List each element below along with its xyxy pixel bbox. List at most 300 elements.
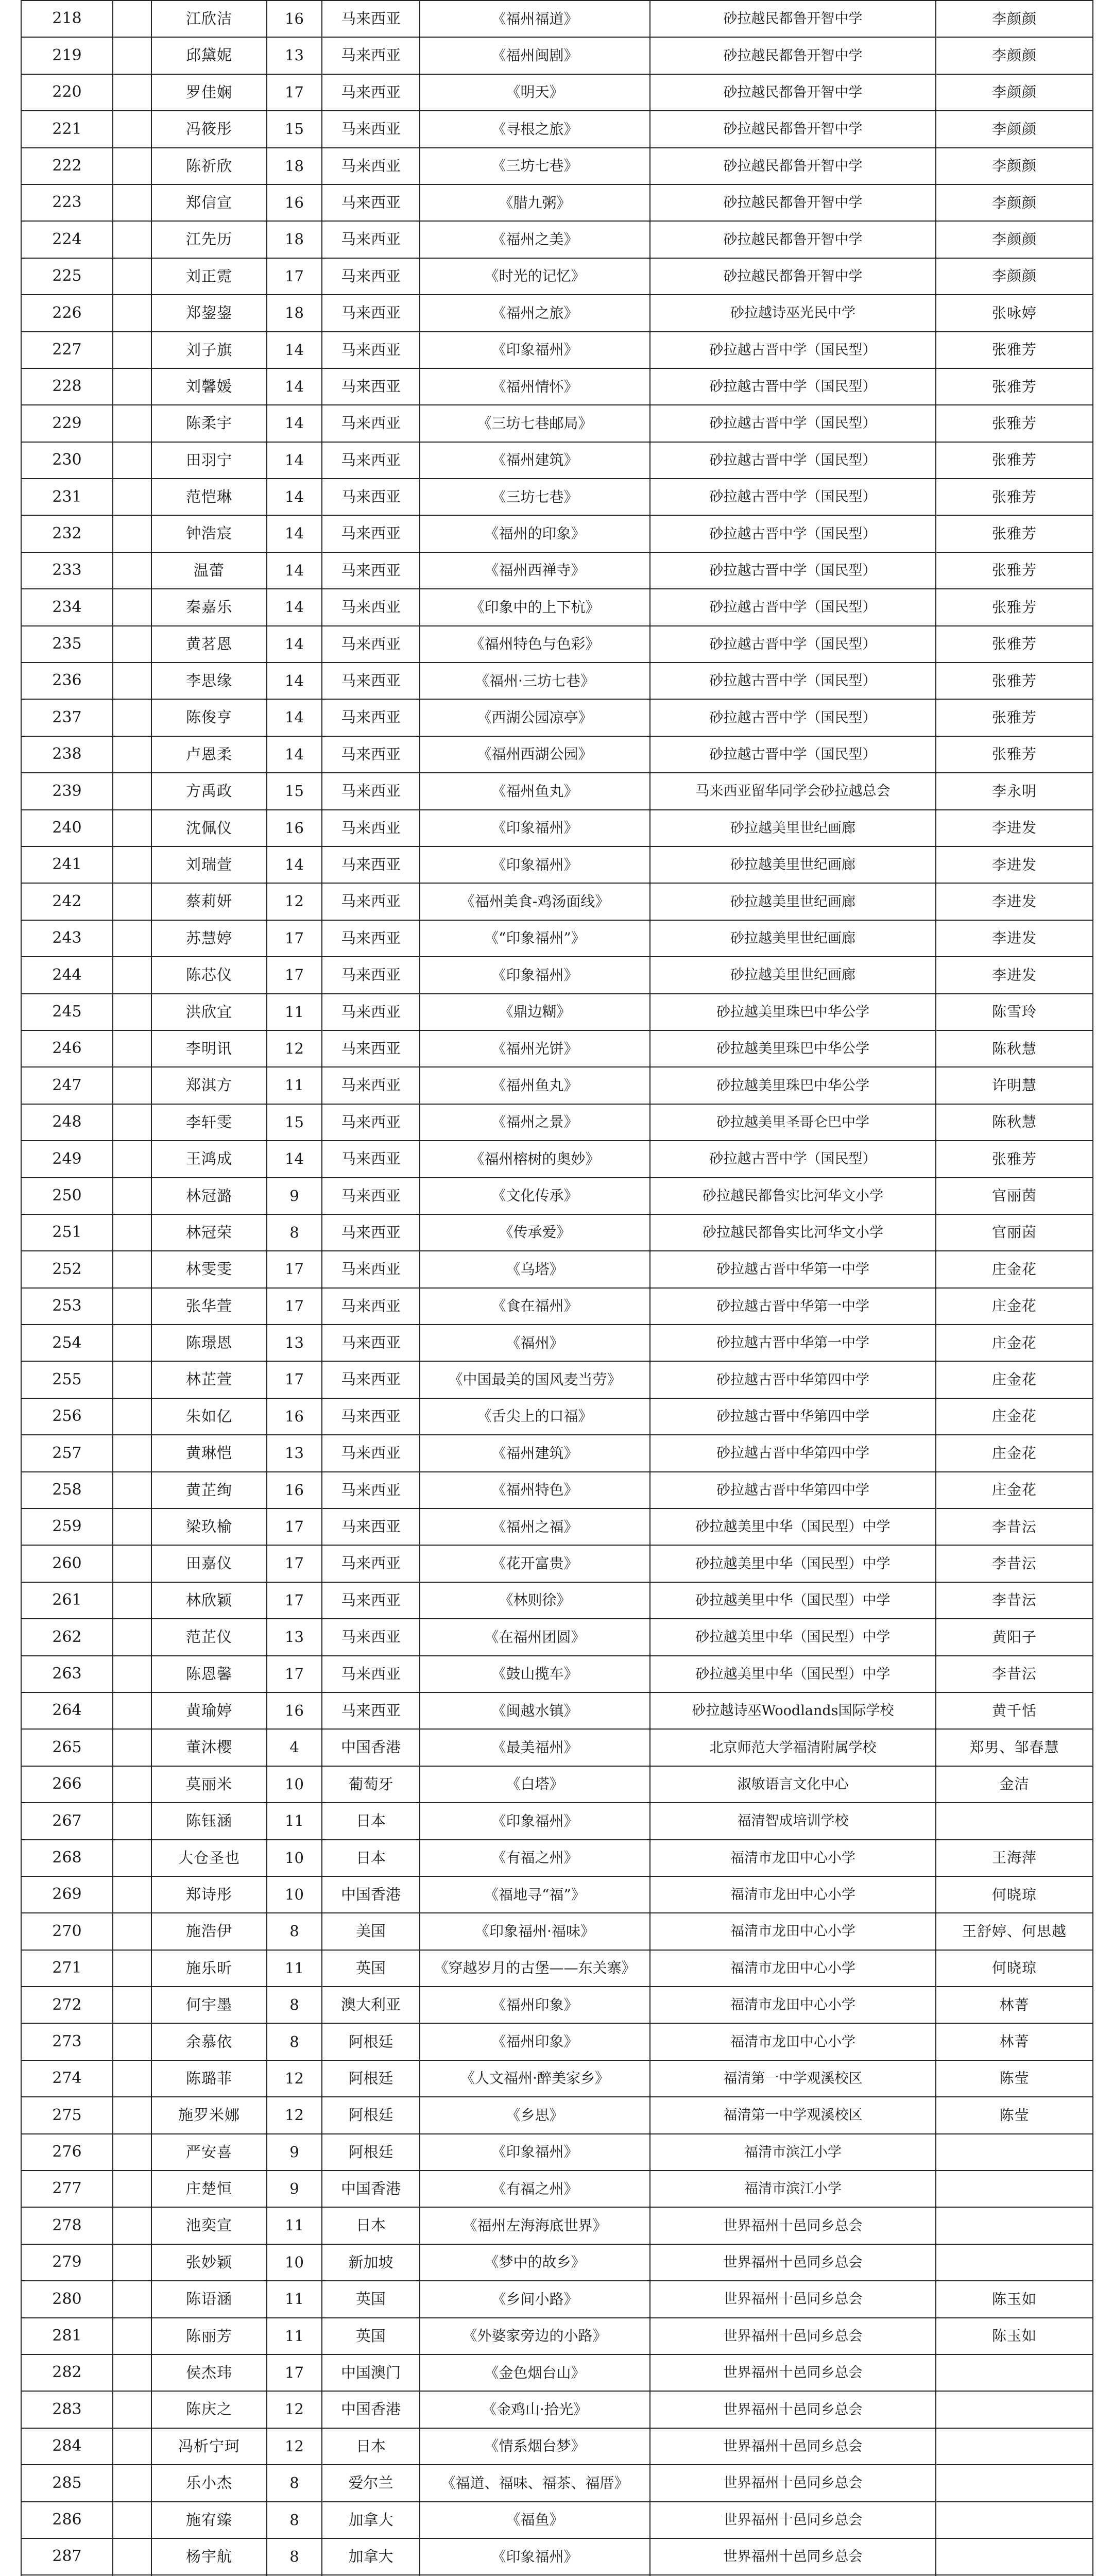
row-number-cell: 249 <box>21 1141 113 1177</box>
row-number-cell: 283 <box>21 2391 113 2428</box>
age-cell: 4 <box>267 1729 322 1766</box>
country-cell: 马来西亚 <box>322 1251 420 1287</box>
table-row <box>21 920 1093 957</box>
table-row <box>21 1030 1093 1067</box>
artwork-title-cell: 《寻根之旅》 <box>420 111 650 147</box>
row-number-cell: 269 <box>21 1876 113 1913</box>
name-cell: 刘馨媛 <box>151 368 267 405</box>
artwork-title-cell: 《梦中的故乡》 <box>420 2244 650 2281</box>
name-cell: 黄芷绚 <box>151 1472 267 1509</box>
country-cell: 马来西亚 <box>322 148 420 184</box>
blank-cell <box>113 2354 151 2391</box>
blank-cell <box>113 2538 151 2575</box>
row-number-cell: 224 <box>21 221 113 258</box>
row-number-cell: 241 <box>21 846 113 883</box>
country-cell: 马来西亚 <box>322 773 420 809</box>
country-cell: 中国香港 <box>322 1729 420 1766</box>
artwork-title-cell: 《有福之州》 <box>420 2171 650 2207</box>
school-cell: 砂拉越民都鲁开智中学 <box>650 148 936 184</box>
row-number-cell: 279 <box>21 2244 113 2281</box>
artwork-title-cell: 《福州榕树的奥妙》 <box>420 1141 650 1177</box>
country-cell: 马来西亚 <box>322 699 420 736</box>
blank-cell <box>113 2134 151 2171</box>
table-row <box>21 2097 1093 2133</box>
country-cell: 加拿大 <box>322 2502 420 2538</box>
school-cell: 砂拉越古晋中学（国民型） <box>650 442 936 479</box>
teacher-cell: 李昔沄 <box>936 1582 1093 1619</box>
name-cell: 田嘉仪 <box>151 1545 267 1582</box>
age-cell: 14 <box>267 552 322 589</box>
blank-cell <box>113 957 151 993</box>
age-cell: 9 <box>267 2171 322 2207</box>
country-cell: 日本 <box>322 1840 420 1876</box>
school-cell: 世界福州十邑同乡总会 <box>650 2538 936 2575</box>
country-cell: 马来西亚 <box>322 1361 420 1398</box>
school-cell: 世界福州十邑同乡总会 <box>650 2428 936 2465</box>
teacher-cell: 陈莹 <box>936 2097 1093 2133</box>
age-cell: 9 <box>267 2134 322 2171</box>
artwork-title-cell: 《福州》 <box>420 1325 650 1361</box>
blank-cell <box>113 332 151 368</box>
age-cell: 17 <box>267 920 322 957</box>
age-cell: 14 <box>267 368 322 405</box>
name-cell: 洪欣宜 <box>151 994 267 1030</box>
teacher-cell: 李颜颜 <box>936 1 1093 37</box>
country-cell: 马来西亚 <box>322 736 420 773</box>
age-cell: 17 <box>267 1545 322 1582</box>
teacher-cell: 李昔沄 <box>936 1509 1093 1545</box>
row-number-cell: 238 <box>21 736 113 773</box>
artwork-title-cell: 《三坊七巷邮局》 <box>420 405 650 442</box>
school-cell: 砂拉越美里世纪画廊 <box>650 846 936 883</box>
row-number-cell: 237 <box>21 699 113 736</box>
teacher-cell <box>936 2391 1093 2428</box>
country-cell: 马来西亚 <box>322 1288 420 1325</box>
artwork-title-cell: 《鼎边糊》 <box>420 994 650 1030</box>
age-cell: 18 <box>267 221 322 258</box>
artwork-title-cell: 《福州特色与色彩》 <box>420 626 650 663</box>
teacher-cell: 李昔沄 <box>936 1656 1093 1692</box>
artwork-title-cell: 《印象福州》 <box>420 1803 650 1839</box>
artwork-title-cell: 《时光的记忆》 <box>420 258 650 295</box>
age-cell: 10 <box>267 1766 322 1803</box>
artwork-title-cell: 《腊九粥》 <box>420 184 650 221</box>
table-row <box>21 1729 1093 1766</box>
school-cell: 砂拉越美里珠巴中华公学 <box>650 1067 936 1104</box>
teacher-cell: 李进发 <box>936 883 1093 920</box>
country-cell: 马来西亚 <box>322 1545 420 1582</box>
age-cell: 8 <box>267 1214 322 1251</box>
country-cell: 马来西亚 <box>322 1692 420 1729</box>
table-row <box>21 1214 1093 1251</box>
teacher-cell: 王海萍 <box>936 1840 1093 1876</box>
artwork-title-cell: 《三坊七巷》 <box>420 479 650 515</box>
table-row <box>21 2428 1093 2465</box>
age-cell: 17 <box>267 957 322 993</box>
country-cell: 马来西亚 <box>322 111 420 147</box>
school-cell: 世界福州十邑同乡总会 <box>650 2502 936 2538</box>
name-cell: 池奕宣 <box>151 2207 267 2244</box>
row-number-cell: 250 <box>21 1178 113 1214</box>
blank-cell <box>113 994 151 1030</box>
blank-cell <box>113 1030 151 1067</box>
blank-cell <box>113 1472 151 1509</box>
school-cell: 福清市龙田中心小学 <box>650 1950 936 1987</box>
country-cell: 日本 <box>322 2207 420 2244</box>
school-cell: 砂拉越古晋中学（国民型） <box>650 663 936 699</box>
row-number-cell: 246 <box>21 1030 113 1067</box>
name-cell: 郑鋆鋆 <box>151 295 267 331</box>
teacher-cell: 张雅芳 <box>936 405 1093 442</box>
age-cell: 12 <box>267 2391 322 2428</box>
school-cell: 砂拉越古晋中学（国民型） <box>650 552 936 589</box>
blank-cell <box>113 2428 151 2465</box>
teacher-cell: 庄金花 <box>936 1435 1093 1471</box>
teacher-cell <box>936 2538 1093 2575</box>
teacher-cell: 李进发 <box>936 920 1093 957</box>
artwork-title-cell: 《花开富贵》 <box>420 1545 650 1582</box>
age-cell: 11 <box>267 1803 322 1839</box>
row-number-cell: 228 <box>21 368 113 405</box>
row-number-cell: 218 <box>21 1 113 37</box>
name-cell: 侯杰玮 <box>151 2354 267 2391</box>
table-row <box>21 2207 1093 2244</box>
age-cell: 13 <box>267 37 322 74</box>
country-cell: 美国 <box>322 1913 420 1950</box>
school-cell: 世界福州十邑同乡总会 <box>650 2465 936 2501</box>
country-cell: 爱尔兰 <box>322 2465 420 2501</box>
teacher-cell: 庄金花 <box>936 1361 1093 1398</box>
blank-cell <box>113 2465 151 2501</box>
row-number-cell: 277 <box>21 2171 113 2207</box>
blank-cell <box>113 515 151 552</box>
row-number-cell: 266 <box>21 1766 113 1803</box>
teacher-cell: 李颜颜 <box>936 37 1093 74</box>
row-number-cell: 280 <box>21 2281 113 2317</box>
name-cell: 王鸿成 <box>151 1141 267 1177</box>
school-cell: 砂拉越古晋中学（国民型） <box>650 368 936 405</box>
table-row <box>21 2502 1093 2538</box>
blank-cell <box>113 846 151 883</box>
age-cell: 16 <box>267 1692 322 1729</box>
row-number-cell: 261 <box>21 1582 113 1619</box>
school-cell: 砂拉越美里世纪画廊 <box>650 957 936 993</box>
blank-cell <box>113 1729 151 1766</box>
name-cell: 严安喜 <box>151 2134 267 2171</box>
name-cell: 刘瑞萱 <box>151 846 267 883</box>
artwork-title-cell: 《印象福州》 <box>420 810 650 846</box>
teacher-cell: 张雅芳 <box>936 515 1093 552</box>
table-row <box>21 1104 1093 1141</box>
teacher-cell: 许明慧 <box>936 1067 1093 1104</box>
age-cell: 11 <box>267 2207 322 2244</box>
artwork-title-cell: 《福鱼》 <box>420 2502 650 2538</box>
name-cell: 钟浩宸 <box>151 515 267 552</box>
teacher-cell: 张雅芳 <box>936 552 1093 589</box>
table-row <box>21 2060 1093 2097</box>
row-number-cell: 234 <box>21 589 113 625</box>
blank-cell <box>113 1435 151 1471</box>
artwork-title-cell: 《印象福州》 <box>420 957 650 993</box>
row-number-cell: 260 <box>21 1545 113 1582</box>
blank-cell <box>113 2318 151 2354</box>
country-cell: 马来西亚 <box>322 1030 420 1067</box>
name-cell: 林欣颖 <box>151 1582 267 1619</box>
country-cell: 中国澳门 <box>322 2354 420 2391</box>
name-cell: 范芷仪 <box>151 1619 267 1655</box>
blank-cell <box>113 699 151 736</box>
table-row <box>21 1472 1093 1509</box>
table-row <box>21 1950 1093 1987</box>
artwork-title-cell: 《印象福州》 <box>420 2538 650 2575</box>
blank-cell <box>113 1325 151 1361</box>
school-cell: 砂拉越古晋中学（国民型） <box>650 699 936 736</box>
age-cell: 11 <box>267 994 322 1030</box>
table-row <box>21 258 1093 295</box>
country-cell: 马来西亚 <box>322 589 420 625</box>
table-row <box>21 1766 1093 1803</box>
school-cell: 世界福州十邑同乡总会 <box>650 2354 936 2391</box>
school-cell: 砂拉越诗巫光民中学 <box>650 295 936 331</box>
artwork-title-cell: 《印象福州》 <box>420 846 650 883</box>
artwork-title-cell: 《闽越水镇》 <box>420 1692 650 1729</box>
country-cell: 马来西亚 <box>322 994 420 1030</box>
row-number-cell: 236 <box>21 663 113 699</box>
name-cell: 张华萱 <box>151 1288 267 1325</box>
country-cell: 马来西亚 <box>322 1656 420 1692</box>
country-cell: 中国香港 <box>322 1876 420 1913</box>
row-number-cell: 258 <box>21 1472 113 1509</box>
school-cell: 砂拉越民都鲁开智中学 <box>650 184 936 221</box>
country-cell: 英国 <box>322 1950 420 1987</box>
school-cell: 砂拉越古晋中学（国民型） <box>650 332 936 368</box>
teacher-cell: 张雅芳 <box>936 368 1093 405</box>
age-cell: 12 <box>267 883 322 920</box>
blank-cell <box>113 2060 151 2097</box>
teacher-cell <box>936 2207 1093 2244</box>
award-table <box>21 0 1093 2576</box>
country-cell: 马来西亚 <box>322 552 420 589</box>
teacher-cell: 张雅芳 <box>936 626 1093 663</box>
artwork-title-cell: 《福州鱼丸》 <box>420 1067 650 1104</box>
name-cell: 冯析宁珂 <box>151 2428 267 2465</box>
age-cell: 16 <box>267 1398 322 1435</box>
blank-cell <box>113 221 151 258</box>
table-row <box>21 1509 1093 1545</box>
country-cell: 马来西亚 <box>322 1398 420 1435</box>
table-row <box>21 515 1093 552</box>
row-number-cell: 264 <box>21 1692 113 1729</box>
age-cell: 18 <box>267 148 322 184</box>
name-cell: 刘子旗 <box>151 332 267 368</box>
artwork-title-cell: 《福州特色》 <box>420 1472 650 1509</box>
name-cell: 黄瑜婷 <box>151 1692 267 1729</box>
teacher-cell <box>936 1803 1093 1839</box>
school-cell: 世界福州十邑同乡总会 <box>650 2244 936 2281</box>
name-cell: 莫丽米 <box>151 1766 267 1803</box>
blank-cell <box>113 773 151 809</box>
name-cell: 郑淇方 <box>151 1067 267 1104</box>
blank-cell <box>113 1987 151 2023</box>
age-cell: 14 <box>267 479 322 515</box>
artwork-title-cell: 《福州建筑》 <box>420 1435 650 1471</box>
blank-cell <box>113 2391 151 2428</box>
blank-cell <box>113 589 151 625</box>
artwork-title-cell: 《乡思》 <box>420 2097 650 2133</box>
age-cell: 11 <box>267 2318 322 2354</box>
school-cell: 福清智成培训学校 <box>650 1803 936 1839</box>
blank-cell <box>113 1913 151 1950</box>
row-number-cell: 273 <box>21 2023 113 2060</box>
country-cell: 马来西亚 <box>322 1104 420 1141</box>
blank-cell <box>113 1950 151 1987</box>
country-cell: 日本 <box>322 2428 420 2465</box>
age-cell: 14 <box>267 589 322 625</box>
school-cell: 砂拉越古晋中华第四中学 <box>650 1398 936 1435</box>
row-number-cell: 271 <box>21 1950 113 1987</box>
age-cell: 12 <box>267 2428 322 2465</box>
table-row <box>21 368 1093 405</box>
age-cell: 11 <box>267 1067 322 1104</box>
country-cell: 马来西亚 <box>322 332 420 368</box>
country-cell: 马来西亚 <box>322 368 420 405</box>
name-cell: 施宥臻 <box>151 2502 267 2538</box>
school-cell: 砂拉越古晋中华第一中学 <box>650 1325 936 1361</box>
teacher-cell: 李颜颜 <box>936 258 1093 295</box>
blank-cell <box>113 2207 151 2244</box>
country-cell: 阿根廷 <box>322 2023 420 2060</box>
row-number-cell: 227 <box>21 332 113 368</box>
name-cell: 施乐昕 <box>151 1950 267 1987</box>
name-cell: 董沐樱 <box>151 1729 267 1766</box>
blank-cell <box>113 2097 151 2133</box>
table-row <box>21 1582 1093 1619</box>
country-cell: 马来西亚 <box>322 405 420 442</box>
blank-cell <box>113 1876 151 1913</box>
blank-cell <box>113 1840 151 1876</box>
blank-cell <box>113 2171 151 2207</box>
age-cell: 12 <box>267 1030 322 1067</box>
name-cell: 林雯雯 <box>151 1251 267 1287</box>
school-cell: 世界福州十邑同乡总会 <box>650 2318 936 2354</box>
country-cell: 马来西亚 <box>322 1 420 37</box>
row-number-cell: 219 <box>21 37 113 74</box>
school-cell: 世界福州十邑同乡总会 <box>650 2207 936 2244</box>
artwork-title-cell: 《福州左海海底世界》 <box>420 2207 650 2244</box>
award-list-sheet <box>21 0 1092 2576</box>
artwork-title-cell: 《鼓山揽车》 <box>420 1656 650 1692</box>
school-cell: 砂拉越民都鲁开智中学 <box>650 74 936 111</box>
artwork-title-cell: 《金色烟台山》 <box>420 2354 650 2391</box>
age-cell: 17 <box>267 2354 322 2391</box>
school-cell: 福清市龙田中心小学 <box>650 1987 936 2023</box>
age-cell: 17 <box>267 1288 322 1325</box>
artwork-title-cell: 《福州美食-鸡汤面线》 <box>420 883 650 920</box>
name-cell: 陈丽芳 <box>151 2318 267 2354</box>
school-cell: 砂拉越古晋中学（国民型） <box>650 736 936 773</box>
name-cell: 江先历 <box>151 221 267 258</box>
country-cell: 马来西亚 <box>322 258 420 295</box>
school-cell: 砂拉越美里中华（国民型）中学 <box>650 1619 936 1655</box>
name-cell: 罗佳娴 <box>151 74 267 111</box>
age-cell: 8 <box>267 2538 322 2575</box>
blank-cell <box>113 1509 151 1545</box>
school-cell: 砂拉越古晋中华第一中学 <box>650 1288 936 1325</box>
table-row <box>21 2538 1093 2575</box>
teacher-cell: 官丽茵 <box>936 1178 1093 1214</box>
blank-cell <box>113 184 151 221</box>
table-row <box>21 1361 1093 1398</box>
name-cell: 庄楚恒 <box>151 2171 267 2207</box>
table-row <box>21 74 1093 111</box>
table-row <box>21 1840 1093 1876</box>
row-number-cell: 221 <box>21 111 113 147</box>
artwork-title-cell: 《印象中的上下杭》 <box>420 589 650 625</box>
table-row <box>21 148 1093 184</box>
blank-cell <box>113 74 151 111</box>
teacher-cell: 李昔沄 <box>936 1545 1093 1582</box>
artwork-title-cell: 《福州印象》 <box>420 1987 650 2023</box>
blank-cell <box>113 663 151 699</box>
age-cell: 14 <box>267 405 322 442</box>
school-cell: 北京师范大学福清附属学校 <box>650 1729 936 1766</box>
age-cell: 17 <box>267 1582 322 1619</box>
country-cell: 马来西亚 <box>322 221 420 258</box>
row-number-cell: 244 <box>21 957 113 993</box>
artwork-title-cell: 《舌尖上的口福》 <box>420 1398 650 1435</box>
teacher-cell: 王舒婷、何思越 <box>936 1913 1093 1950</box>
name-cell: 邱黛妮 <box>151 37 267 74</box>
blank-cell <box>113 810 151 846</box>
name-cell: 陈语涵 <box>151 2281 267 2317</box>
name-cell: 温蕾 <box>151 552 267 589</box>
name-cell: 李明讯 <box>151 1030 267 1067</box>
name-cell: 朱如亿 <box>151 1398 267 1435</box>
row-number-cell: 276 <box>21 2134 113 2171</box>
country-cell: 马来西亚 <box>322 184 420 221</box>
teacher-cell: 张雅芳 <box>936 663 1093 699</box>
name-cell: 陈祈欣 <box>151 148 267 184</box>
age-cell: 16 <box>267 184 322 221</box>
school-cell: 福清市龙田中心小学 <box>650 1840 936 1876</box>
artwork-title-cell: 《“印象福州”》 <box>420 920 650 957</box>
teacher-cell: 何晓琼 <box>936 1950 1093 1987</box>
age-cell: 8 <box>267 2465 322 2501</box>
teacher-cell: 李进发 <box>936 957 1093 993</box>
artwork-title-cell: 《福州之美》 <box>420 221 650 258</box>
teacher-cell: 黄千恬 <box>936 1692 1093 1729</box>
teacher-cell: 陈莹 <box>936 2060 1093 2097</box>
school-cell: 福清市滨江小学 <box>650 2134 936 2171</box>
teacher-cell: 陈秋慧 <box>936 1030 1093 1067</box>
age-cell: 8 <box>267 2502 322 2538</box>
name-cell: 陈钰涵 <box>151 1803 267 1839</box>
name-cell: 林冠潞 <box>151 1178 267 1214</box>
country-cell: 加拿大 <box>322 2538 420 2575</box>
school-cell: 砂拉越古晋中学（国民型） <box>650 515 936 552</box>
row-number-cell: 239 <box>21 773 113 809</box>
row-number-cell: 251 <box>21 1214 113 1251</box>
table-row <box>21 589 1093 625</box>
name-cell: 沈佩仪 <box>151 810 267 846</box>
teacher-cell: 林菁 <box>936 1987 1093 2023</box>
teacher-cell <box>936 2171 1093 2207</box>
school-cell: 世界福州十邑同乡总会 <box>650 2281 936 2317</box>
age-cell: 12 <box>267 2060 322 2097</box>
artwork-title-cell: 《福州光饼》 <box>420 1030 650 1067</box>
country-cell: 马来西亚 <box>322 295 420 331</box>
row-number-cell: 272 <box>21 1987 113 2023</box>
